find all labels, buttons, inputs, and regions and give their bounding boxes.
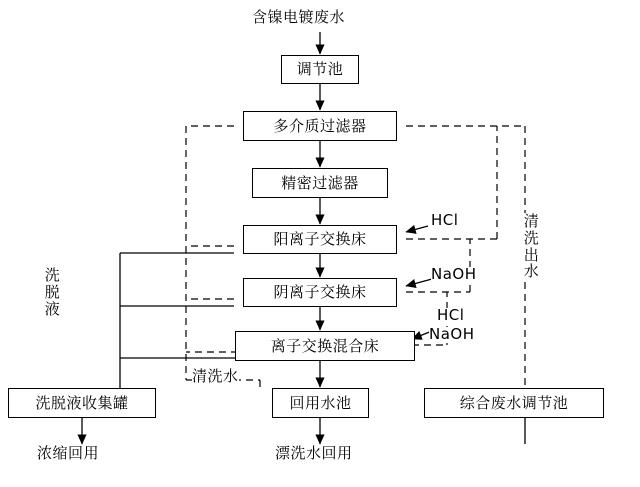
stream-rinse-out-label: 清洗出水 [523, 212, 540, 281]
node-comprehensive-wastewater-pool[interactable] [424, 388, 604, 418]
node-precision-filter-label: 精密过滤器 [281, 173, 359, 192]
node-precision-filter[interactable] [252, 168, 388, 198]
node-mixed-exchange-bed-label: 离子交换混合床 [270, 336, 380, 355]
output-concentrate-reuse-label: 浓缩回用 [37, 444, 100, 462]
reagent-naoh-mixed-label: NaOH [429, 325, 475, 343]
node-eluate-collection-tank-label: 洗脱液收集罐 [35, 393, 129, 412]
node-anion-exchange-bed[interactable] [243, 278, 397, 307]
reagent-naoh-anion [431, 267, 477, 283]
node-inlet [252, 10, 345, 26]
reagent-hcl-mixed-label: HCl [437, 306, 465, 324]
reagent-hcl-mixed [437, 308, 464, 324]
reagent-hcl-cation [431, 213, 458, 229]
node-cation-exchange-bed[interactable] [243, 225, 397, 254]
node-cation-exchange-bed-label: 阳离子交换床 [273, 230, 367, 248]
stream-eluate [44, 267, 61, 317]
node-regulate-label: 调节池 [296, 60, 344, 78]
node-comprehensive-wastewater-pool-label: 综合废水调节池 [459, 393, 569, 412]
stream-rinse-out [523, 213, 540, 280]
output-rinse-reuse-label: 漂洗水回用 [275, 444, 353, 462]
node-inlet-label: 含镍电镀废水 [252, 8, 346, 26]
node-reuse-water-pool[interactable] [272, 388, 369, 418]
reagent-hcl-cation-label: HCl [431, 211, 459, 229]
reagent-naoh-mixed [429, 327, 475, 343]
stream-rinse-water-label: 清洗水 [192, 367, 239, 385]
stream-eluate-label: 洗脱液 [44, 266, 61, 318]
node-anion-exchange-bed-label: 阴离子交换床 [273, 283, 367, 301]
node-regulate[interactable] [281, 55, 359, 84]
output-concentrate-reuse [37, 446, 99, 462]
node-multimedia-filter-label: 多介质过滤器 [273, 116, 367, 135]
node-eluate-collection-tank[interactable] [8, 388, 156, 418]
node-reuse-water-pool-label: 回用水池 [289, 393, 352, 412]
node-mixed-exchange-bed[interactable] [235, 331, 415, 361]
reagent-naoh-anion-label: NaOH [431, 265, 477, 283]
node-multimedia-filter[interactable] [243, 111, 397, 141]
output-rinse-reuse [275, 446, 353, 462]
stream-rinse-water [192, 369, 239, 385]
